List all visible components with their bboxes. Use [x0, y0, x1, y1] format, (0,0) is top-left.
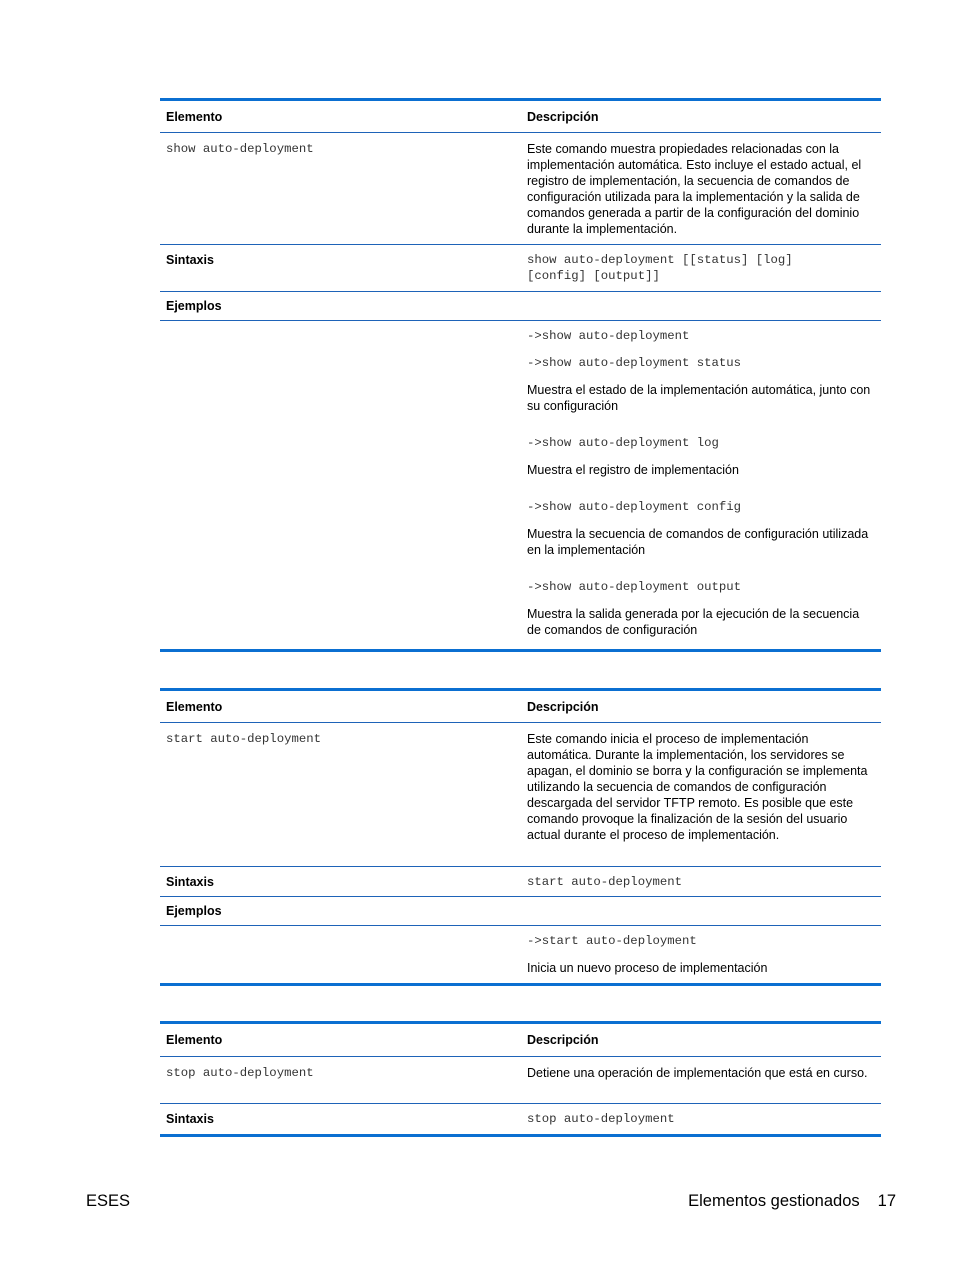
command-name: show auto-deployment [166, 142, 314, 156]
command-description: Este comando muestra propiedades relacionadas con la implementación automática. Esto incluye el estado actual, el registro de implementación, la secuencia de comandos de configuración utilizada para la implementación y la salida de comandos generada a partir de la configuración del dominio durante la implementación. [527, 142, 862, 236]
command-row [160, 133, 881, 244]
example-command: ->show auto-deployment status [527, 356, 742, 370]
syntax-row [160, 244, 881, 291]
examples-label-row [160, 291, 881, 320]
example-description: Muestra la salida generada por la ejecución de la secuencia de comandos de configuración [527, 607, 860, 637]
syntax-value: start auto-deployment [527, 875, 682, 889]
syntax-row [160, 1103, 881, 1134]
example-command: ->show auto-deployment config [527, 500, 742, 514]
header-elemento: Elemento [166, 700, 223, 714]
example-command: ->show auto-deployment [527, 329, 690, 343]
table-header-row [160, 691, 881, 723]
syntax-value: show auto-deployment [[status] [log] [config] [output]] [527, 253, 793, 283]
header-descripcion: Descripción [527, 700, 599, 714]
command-name: start auto-deployment [166, 732, 321, 746]
syntax-label: Sintaxis [166, 253, 214, 267]
footer-locale: ESES [86, 1192, 131, 1210]
header-descripcion: Descripción [527, 1033, 599, 1047]
example-command: ->start auto-deployment [527, 934, 697, 948]
example-description: Muestra el registro de implementación [527, 463, 739, 477]
example-description: Muestra la secuencia de comandos de configuración utilizada en la implementación [527, 527, 869, 557]
example-description: Muestra el estado de la implementación automática, junto con su configuración [527, 383, 871, 413]
header-descripcion: Descripción [527, 110, 599, 124]
header-elemento: Elemento [166, 110, 223, 124]
command-row [160, 723, 881, 866]
examples-row [160, 320, 881, 649]
command-table-stop-auto-deployment [160, 1021, 881, 1137]
command-row [160, 1057, 881, 1103]
example-description: Inicia un nuevo proceso de implementación [527, 961, 768, 975]
example-command: ->show auto-deployment output [527, 580, 742, 594]
table-header-row [160, 1024, 881, 1057]
examples-row [160, 925, 881, 983]
syntax-value: stop auto-deployment [527, 1112, 675, 1126]
command-table-show-auto-deployment [160, 98, 881, 652]
header-elemento: Elemento [166, 1033, 223, 1047]
command-description: Detiene una operación de implementación que está en curso. [527, 1066, 868, 1080]
syntax-label: Sintaxis [166, 875, 214, 889]
examples-label: Ejemplos [166, 299, 222, 313]
syntax-row [160, 866, 881, 896]
footer-section [688, 1192, 896, 1211]
command-name: stop auto-deployment [166, 1066, 314, 1080]
syntax-label: Sintaxis [166, 1112, 214, 1126]
examples-label: Ejemplos [166, 904, 222, 918]
examples-label-row [160, 896, 881, 925]
command-description: Este comando inicia el proceso de implementación automática. Durante la implementación, los servidores se apagan, el dominio se borra y la configuración se implementa utilizando la secuencia de comandos de configuración descargada del servidor TFTP remoto. Es posible que este comando provoque la finalización de la sesión del usuario actual durante el proceso de implementación. [527, 732, 868, 842]
page-number: 17 [877, 1192, 896, 1210]
command-table-start-auto-deployment [160, 688, 881, 986]
table-header-row [160, 101, 881, 133]
footer-section-title: Elementos gestionados [688, 1192, 860, 1210]
example-command: ->show auto-deployment log [527, 436, 719, 450]
